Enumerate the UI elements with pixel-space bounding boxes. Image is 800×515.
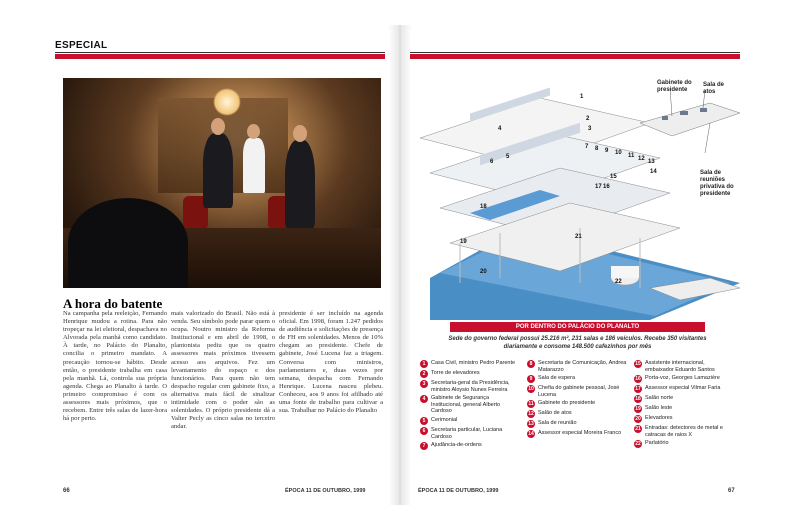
section-label: ESPECIAL: [55, 40, 108, 51]
header-red-rule: [55, 54, 385, 59]
svg-text:10: 10: [615, 150, 622, 156]
legend-col-1: [420, 360, 520, 452]
callout-gabinete-presidente: Gabinete do presidente: [657, 80, 692, 93]
left-page: [55, 30, 390, 500]
article-column-3: presidente é ser incluído na agenda oficial. Em 1998, foram 1.247 pedidos de audiência e solicitações de presença de FH em solenidades. Menos de 10% chegam ao presidente. Chefe de gabinete, José Lucena faz a triagem. Conversa com ministros, parlamentares e, duas vezes por semana, despacha com Fernando Henrique. Lucena nasceu plebeu. Conheceu, aos 9 anos foi afilhado até uma fonte de trabalho para cultivar a sua. Trabalhar no Palácio do Planalto: [279, 310, 383, 415]
callout-sala-reunioes: Sala de reuniões privativa do presidente: [700, 170, 734, 197]
legend-item: 9 Sala de espera: [527, 375, 627, 383]
book-spine: [388, 25, 412, 505]
legend-item: 17 Assessor especial Vilmar Faria: [635, 385, 721, 393]
svg-text:15: 15: [610, 174, 617, 180]
legend-item: 16 Porta-voz, Georges Lamazière: [635, 375, 720, 383]
svg-text:21: 21: [575, 234, 582, 240]
legend-item: 7 Ajudância-de-ordens: [420, 442, 520, 450]
legend-item: 10 Chefia do gabinete pessoal, José Lucena: [528, 385, 620, 398]
legend-item: 12 Salão de atos: [528, 410, 572, 418]
legend-item: 1 Casa Civil, ministro Pedro Parente: [420, 360, 520, 368]
svg-text:6: 6: [490, 159, 494, 165]
office-photo: [63, 78, 381, 288]
svg-text:17: 17: [595, 184, 602, 190]
svg-text:3: 3: [588, 126, 592, 132]
article-column-2: mais valorizado do Brasil. Não está à venda. Seu símbolo pode parar quem o ocupa. Noutro ministro da Reforma Institucional e em abril de 1998, o plantonista pediu que os quatro assessores mais próximos tivessem acesso aos arquivos. Fez um levantamento do espaço e dos funcionários. Para quem não tem despacho regular com gabinete fixo, a alternativa mais fácil de sinalizar intimidade com o poder são as solenidades. O próprio presidente dá a Valter Pecly as cinco salas no terceiro andar.: [171, 310, 275, 431]
legend-item: 8 Secretaria de Comunicação, Andrea Matarazzo: [527, 360, 627, 373]
palace-diagram: [410, 78, 745, 320]
legend-item: 21 Entradas: detectores de metal e catracas de raios X: [635, 425, 723, 438]
article-headline: A hora do batente: [63, 296, 163, 311]
page-number: 66: [63, 488, 70, 494]
svg-text:16: 16: [603, 184, 610, 190]
legend-item: 2 Torre de elevadores: [420, 370, 520, 378]
svg-text:20: 20: [480, 269, 487, 275]
legend-item: 19 Salão leste: [635, 405, 673, 413]
svg-text:12: 12: [638, 156, 645, 162]
info-title: POR DENTRO DO PALÁCIO DO PLANALTO: [450, 322, 705, 332]
legend-item: 3 Secretaria-geral da Presidência, ministro Aloysio Nunes Ferreira: [420, 380, 520, 393]
svg-text:13: 13: [648, 159, 655, 165]
svg-text:9: 9: [605, 148, 609, 154]
legend-item: 5 Cerimonial: [420, 417, 520, 425]
legend-item: 18 Salão norte: [635, 395, 674, 403]
legend-item: 4 Gabinete de Segurança Institucional, general Alberto Cardoso: [420, 395, 520, 415]
legend-item: 6 Secretaria particular, Luciana Cardoso: [420, 427, 520, 440]
legend-item: 13 Sala de reunião: [528, 420, 577, 428]
page-footer: ÉPOCA 11 DE OUTUBRO, 1999: [418, 488, 499, 494]
svg-text:1: 1: [580, 94, 584, 100]
legend-item: 20 Elevadores: [635, 415, 673, 423]
legend-item: 14 Assessor especial Moreira Franco: [528, 430, 622, 438]
legend-item: 11 Gabinete do presidente: [528, 400, 596, 408]
header-rule: [410, 52, 740, 53]
svg-text:19: 19: [460, 239, 467, 245]
legend-item: 15 Assistente internacional, embaixador Eduardo Santos: [635, 360, 715, 373]
svg-text:11: 11: [628, 153, 635, 159]
svg-text:14: 14: [650, 169, 657, 175]
info-text: Sede do governo federal possui 25.216 m², 231 salas e 186 veículos. Recebe 350 visitantes diariamente e consome 148.500 cafezinhos por mês: [448, 336, 707, 350]
svg-text:18: 18: [480, 204, 487, 210]
legend-col-2: [527, 360, 627, 440]
header-red-rule: [410, 54, 740, 59]
article-column-1: Na campanha pela reeleição, Fernando Henrique mudou a rotina. Para não tropeçar na lei eleitoral, despachava no Alvorada pela manhã como candidato. À tarde, no Palácio do Planalto, concilia o primeiro mandato. A precaução tornou-se hábito. Desde então, o presidente trabalha em casa pela manhã. Lá, controla sua própria agenda. Chega ao Planalto à tarde. O primeiro compromisso é com os assessores mais próximos, que o recebem. Entre três salas de lazer-hora há por perto.: [63, 310, 167, 423]
svg-text:22: 22: [615, 279, 622, 285]
legend-col-3: [634, 360, 734, 450]
svg-text:4: 4: [498, 126, 502, 132]
svg-text:5: 5: [506, 154, 510, 160]
svg-text:8: 8: [595, 146, 599, 152]
page-number: 67: [728, 488, 735, 494]
page-footer: ÉPOCA 11 DE OUTUBRO, 1999: [285, 488, 366, 494]
right-page: [410, 30, 745, 500]
callout-sala-atos: Sala de atos: [703, 82, 725, 95]
header-rule: [55, 52, 385, 53]
svg-text:2: 2: [586, 116, 590, 122]
svg-text:7: 7: [585, 144, 589, 150]
legend-item: 22 Parlatório: [635, 440, 669, 448]
